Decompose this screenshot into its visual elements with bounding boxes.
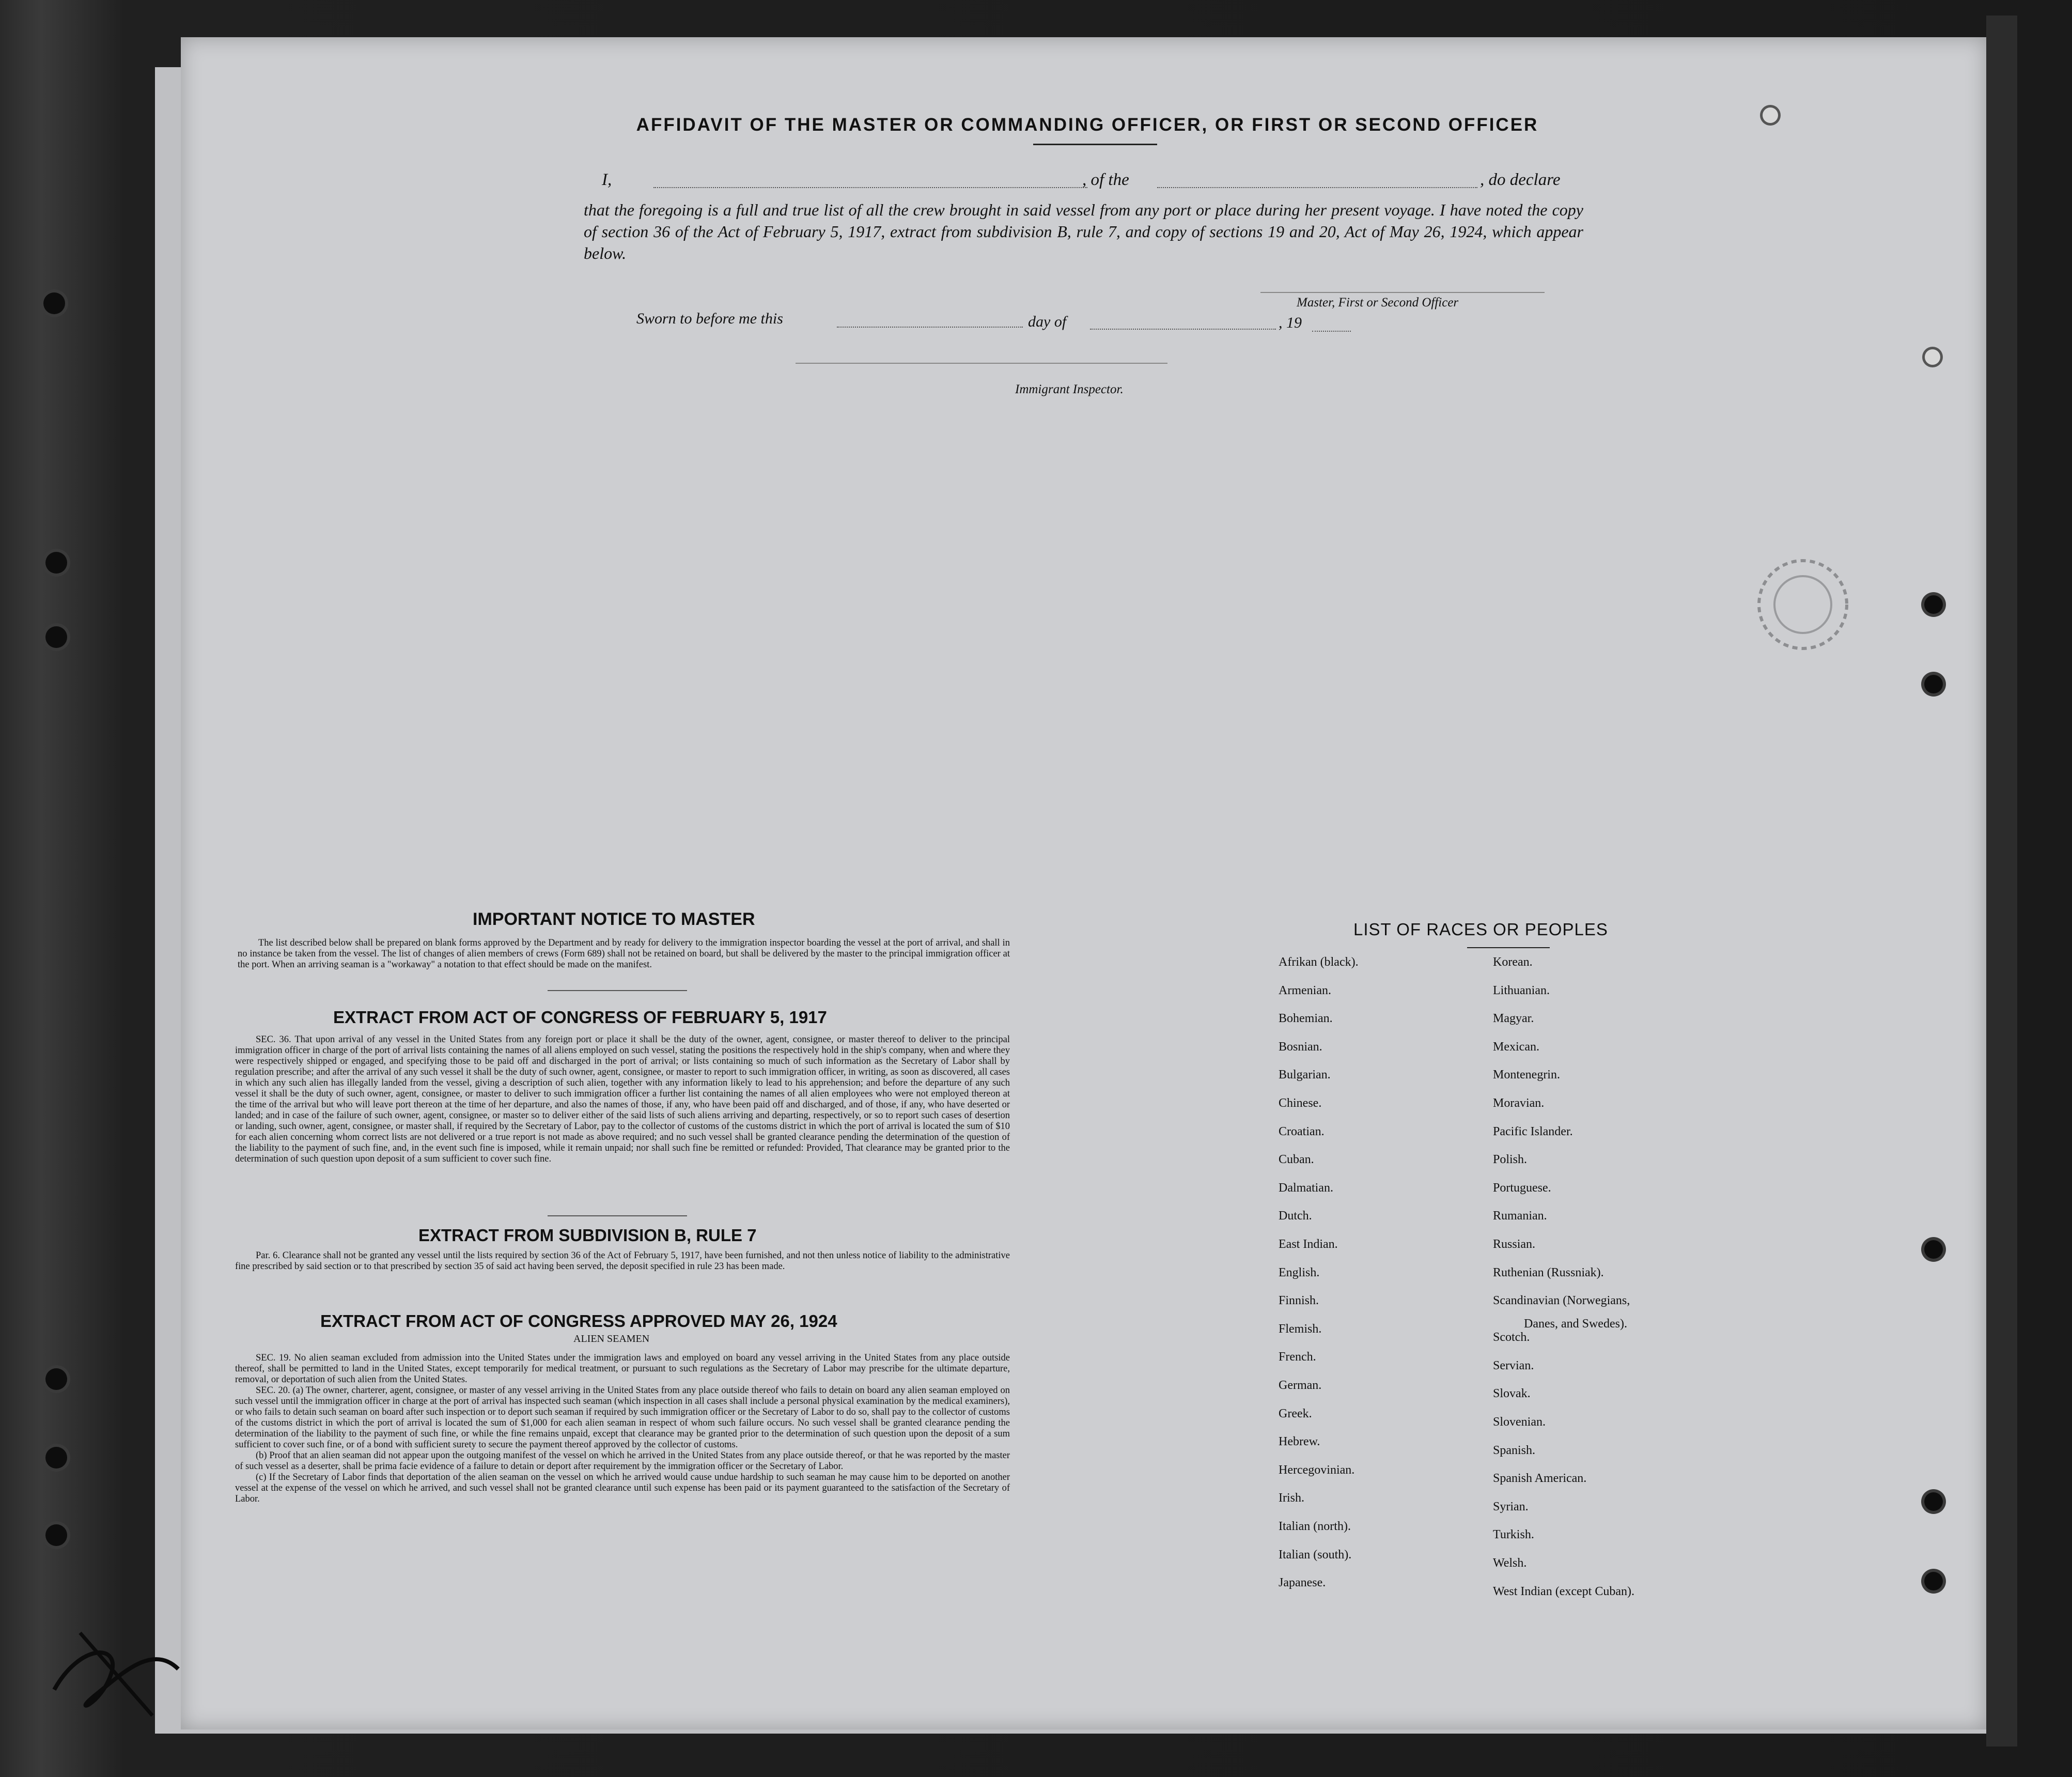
race-item: Magyar. [1493, 1012, 1534, 1025]
signature-label: Master, First or Second Officer [1297, 296, 1459, 310]
race-item: Danes, and Swedes). [1524, 1317, 1627, 1331]
extract-1924-title: EXTRACT FROM ACT OF CONGRESS APPROVED MAY 26, 1924 [320, 1311, 837, 1331]
race-item: Armenian. [1279, 984, 1331, 997]
sec20a-paragraph: SEC. 20. (a) The owner, charterer, agent, consignee, or master of any vessel arriving in the United States from any place outside thereof who fails to detain on board any alien seaman employed on such vessel until the immigration officer in charge at the port of arrival has inspected such seaman (which inspection in all cases shall include a personal physical examination by the medical examiners), or who fails to detain such seaman on board after such inspection or to deport such seaman if required by such immigration officer or the Secretary of Labor to do so, shall pay to the collector of customs of the customs district in which the port of arrival is located the sum of $1,000 for each alien seaman in respect of whom such failure occurs. No such vessel shall be granted clearance pending the determination of the liability to the payment of such fine, or while the fine remains unpaid, except that clearance may be granted prior to the determination of such question upon the deposit of a sum sufficient to cover such fine, or of a bond with sufficient surety to secure the payment thereof approved by the collector of customs. [235, 1385, 1010, 1450]
section-separator [548, 1215, 687, 1216]
rule7-paragraph: Par. 6. Clearance shall not be granted any vessel until the lists required by section 36 of the Act of February 5, 1917, have been furnished, and not then unless notice of liability to the administrative fine prescribed by said section or to that prescribed by section 35 of said act having been served, the deposit specified in rule 23 has been made. [235, 1250, 1010, 1272]
binder-hole-icon [45, 1524, 67, 1546]
name-blank-field[interactable] [653, 187, 1087, 188]
sec19-paragraph: SEC. 19. No alien seaman excluded from admission into the United States under the immigration laws and employed on board any vessel arriving in the United States from any place outside thereof, shall be permitted to land in the United States, except temporarily for medical treatment, or pursuant to such regulations as the Secretary of Labor may prescribe for the ultimate departure, removal, or deportation of such alien from the United States. [235, 1353, 1010, 1385]
binder-hole-icon [1924, 1240, 1943, 1259]
race-item: Montenegrin. [1493, 1068, 1560, 1081]
race-item: Hercegovinian. [1279, 1463, 1355, 1477]
extract-rule7-title: EXTRACT FROM SUBDIVISION B, RULE 7 [418, 1226, 757, 1245]
race-item: English. [1279, 1266, 1320, 1279]
vessel-blank-field[interactable] [1157, 187, 1477, 188]
races-title: LIST OF RACES OR PEOPLES [1353, 920, 1608, 939]
race-item: Spanish. [1493, 1444, 1536, 1457]
binder-hole-icon [1924, 595, 1943, 614]
binding-strip [1986, 16, 2017, 1747]
binder-hole-icon [45, 552, 67, 574]
race-item: Slovenian. [1493, 1415, 1546, 1429]
race-item: Servian. [1493, 1359, 1534, 1372]
race-item: Chinese. [1279, 1096, 1322, 1110]
race-item: Spanish American. [1493, 1472, 1587, 1485]
binder-hole-icon [43, 292, 65, 314]
binder-hole-icon [1924, 1572, 1943, 1590]
race-item: Scandinavian (Norwegians, [1493, 1294, 1630, 1307]
section-separator [548, 990, 687, 991]
race-item: Slovak. [1493, 1387, 1531, 1400]
race-item: West Indian (except Cuban). [1493, 1585, 1634, 1598]
race-item: Korean. [1493, 955, 1533, 969]
corner-tie-mark-icon [49, 1612, 183, 1721]
race-item: Russian. [1493, 1238, 1536, 1251]
race-item: Finnish. [1279, 1294, 1319, 1307]
notice-text [238, 938, 1010, 970]
race-item: Scotch. [1493, 1331, 1530, 1344]
inspector-signature-line[interactable] [796, 363, 1167, 364]
race-item: Dalmatian. [1279, 1181, 1333, 1195]
binder-hole-icon [45, 626, 67, 648]
race-item: Ruthenian (Russniak). [1493, 1266, 1604, 1279]
race-item: Portuguese. [1493, 1181, 1551, 1195]
race-item: Pacific Islander. [1493, 1125, 1573, 1138]
race-item: Italian (south). [1279, 1548, 1352, 1562]
extract-1924-text [235, 1353, 1010, 1505]
race-item: Mexican. [1493, 1040, 1539, 1054]
race-item: Moravian. [1493, 1096, 1545, 1110]
race-item: Flemish. [1279, 1322, 1322, 1336]
race-item: Lithuanian. [1493, 984, 1550, 997]
race-item: Afrikan (black). [1279, 955, 1359, 969]
year-blank-field[interactable] [1312, 331, 1351, 332]
affidavit-i: I, [602, 171, 612, 189]
official-stamp-icon [1751, 548, 1860, 661]
race-item: Greek. [1279, 1407, 1312, 1420]
alien-seamen-subtitle: ALIEN SEAMEN [573, 1333, 650, 1345]
extract-rule7-text [235, 1250, 1010, 1272]
race-item: Polish. [1493, 1153, 1528, 1166]
binder-hole-icon [1925, 349, 1940, 365]
notice-paragraph: The list described below shall be prepared on blank forms approved by the Department and by ready for delivery to the immigration inspector boarding the vessel at the port of arrival, and shall in no instance be taken from the vessel. The list of changes of alien members of crews (Form 689) shall not be retained on board, but shall be delivered by the master to the principal immigration officer at the port. When an arriving seaman is a "workaway" a notation to that effect should be made on the manifest. [238, 938, 1010, 970]
affidavit-of-the: , of the [1082, 171, 1129, 189]
races-underline [1467, 947, 1550, 948]
affidavit-title: AFFIDAVIT OF THE MASTER OR COMMANDING OFFICER, OR FIRST OR SECOND OFFICER [636, 115, 1539, 135]
day-blank-field[interactable] [837, 327, 1023, 328]
notice-title: IMPORTANT NOTICE TO MASTER [473, 909, 755, 929]
extract-1917-text [235, 1034, 1010, 1165]
race-item: Croatian. [1279, 1125, 1325, 1138]
binder-hole-icon [1924, 675, 1943, 693]
race-item: Bulgarian. [1279, 1068, 1331, 1081]
title-underline [1033, 144, 1157, 145]
affidavit-paragraph: that the foregoing is a full and true list of all the crew brought in said vessel from any port or place during her present voyage. I have noted the copy of section 36 of the Act of February 5, 1917, extract from subdivision B, rule 7, and copy of sections 19 and 20, Act of May 26, 1924, which appear below. [584, 200, 1583, 262]
race-item: French. [1279, 1350, 1316, 1364]
extract-1917-title: EXTRACT FROM ACT OF CONGRESS OF FEBRUARY 5, 1917 [333, 1008, 827, 1027]
binder-hole-icon [45, 1368, 67, 1390]
race-item: Hebrew. [1279, 1435, 1320, 1448]
sec20b-paragraph: (b) Proof that an alien seaman did not appear upon the outgoing manifest of the vessel on which he arrived in the United States from any place outside thereof, or that he was reported by the master of such vessel as a deserter, shall be prima facie evidence of a failure to detain or deport after requirement by the immigration officer or the Secretary of Labor. [235, 1450, 1010, 1472]
binder-hole-icon [45, 1447, 67, 1469]
sec20c-paragraph: (c) If the Secretary of Labor finds that deportation of the alien seaman on the vessel on which he arrived would cause undue hardship to such seaman he may cause him to be deported on another vessel at the expense of the vessel on which he arrived, and such vessel shall not be granted clearance until such expense has been paid or its payment guaranteed to the satisfaction of the Secretary of Labor. [235, 1472, 1010, 1504]
binder-hole-icon [1763, 107, 1778, 123]
sworn-text: Sworn to before me this [636, 310, 783, 327]
binder-hole-icon [1924, 1492, 1943, 1511]
race-item: Japanese. [1279, 1576, 1326, 1589]
race-item: Turkish. [1493, 1528, 1534, 1541]
affidavit-declare: , do declare [1480, 171, 1561, 189]
signature-line[interactable] [1260, 292, 1545, 293]
day-of-text: day of [1028, 313, 1067, 330]
section-36-paragraph: SEC. 36. That upon arrival of any vessel in the United States from any foreign port or place it shall be the duty of the owner, agent, consignee, or master thereof to deliver to the principal immigration officer in charge of the port of arrival lists containing the names of all aliens employed on such vessel, stating the positions the respectively hold in the ship's company, when and where they were respectively shipped or engaged, and specifying those to be paid off and discharged in the port of arrival; or lists containing so much of such information as the Secretary of Labor shall by regulation prescribe; and after the arrival of any such vessel it shall be the duty of such owner, agent, consignee, or master to report to such immigration officer, in writing, as soon as discovered, all cases in which any such alien has illegally landed from the vessel, giving a description of such alien, together with any information likely to lead to his apprehension; and before the departure of any such vessel it shall be the duty of such owner, agent, consignee, or master to deliver to such immigration officer a further list containing the names of all alien employees who were not employed thereon at the time of the arrival but who will leave port thereon at the time of her departure, and also the names of those, if any, who have been paid off and discharged, and of those, if any, who have deserted or landed; and in case of the failure of such owner, agent, consignee, or master so to deliver either of the said lists of such aliens arriving and departing, respectively, or so to report such cases of desertion or landing, such owner, agent, consignee, or master shall, if required by the Secretary of Labor, pay to the collector of customs of the customs district in which the port of arrival is located the sum of $10 for each alien concerning whom correct lists are not delivered or a true report is not made as above required; and no such vessel shall be granted clearance pending the determination of the question of the liability to the payment of such fine, and, in the event such fine is imposed, while it remain unpaid; nor shall such fine be remitted or refunded: Provided, That clearance may be granted prior to the determination of such question upon deposit of a sum sufficient to cover such fine. [235, 1034, 1010, 1164]
month-blank-field[interactable] [1090, 329, 1276, 330]
race-item: East Indian. [1279, 1238, 1338, 1251]
race-item: Irish. [1279, 1491, 1304, 1505]
race-item: Bosnian. [1279, 1040, 1322, 1054]
race-item: Italian (north). [1279, 1520, 1351, 1533]
race-item: Rumanian. [1493, 1209, 1547, 1223]
race-item: Syrian. [1493, 1500, 1529, 1513]
race-item: Cuban. [1279, 1153, 1314, 1166]
race-item: Bohemian. [1279, 1012, 1333, 1025]
race-item: Dutch. [1279, 1209, 1312, 1223]
inspector-label: Immigrant Inspector. [1015, 382, 1124, 396]
race-item: Welsh. [1493, 1556, 1527, 1570]
race-item: German. [1279, 1379, 1322, 1392]
year-text: , 19 [1279, 314, 1302, 331]
